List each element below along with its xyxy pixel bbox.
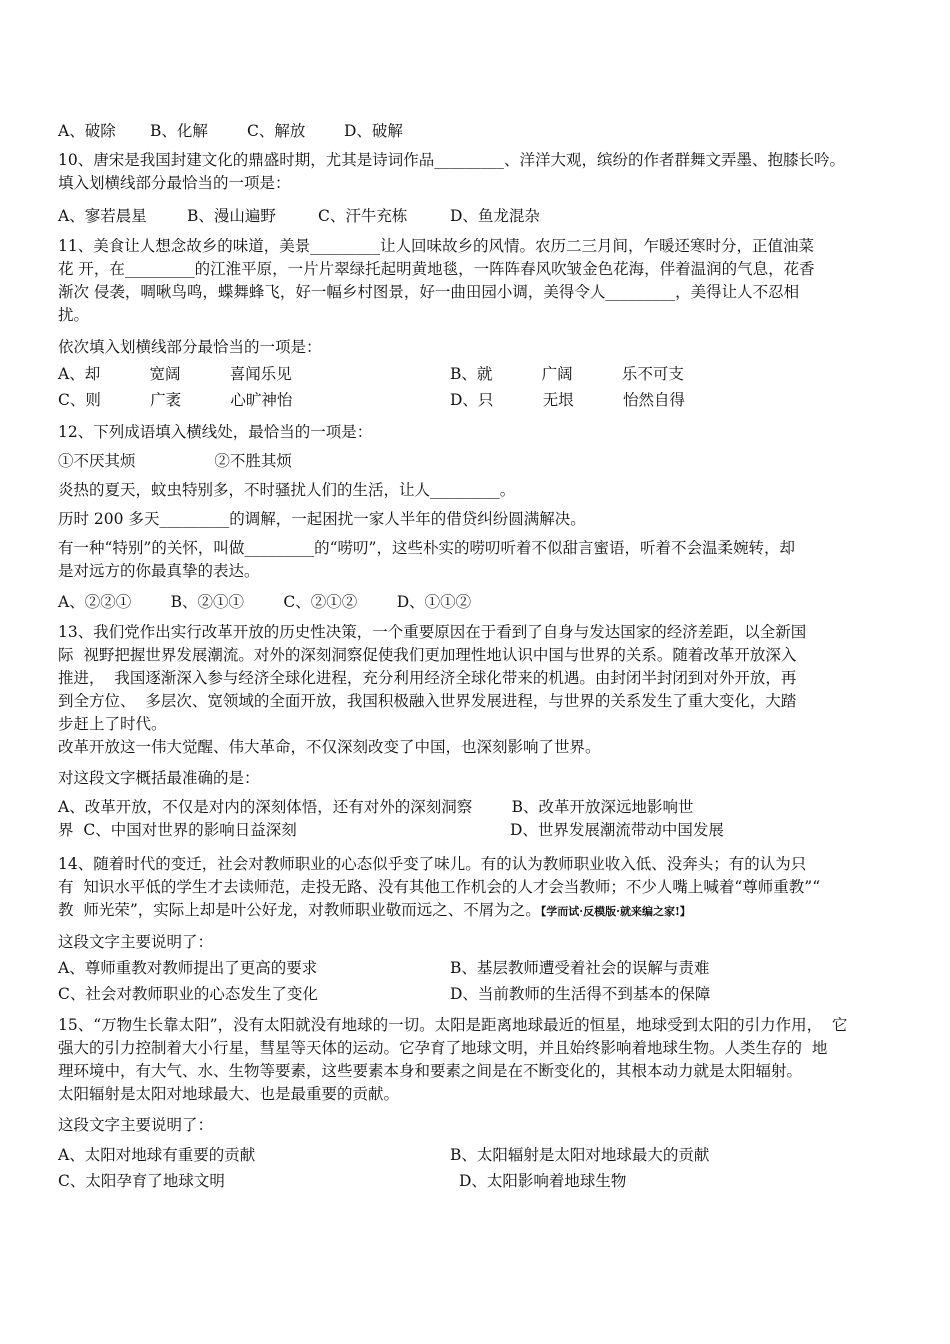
q15-option-b: B、太阳辐射是太阳对地球最大的贡献 [450, 1146, 710, 1164]
q9-option-b: B、化解 [150, 122, 208, 140]
q9-option-d: D、破解 [344, 122, 403, 140]
q10-stem-line1: 10、唐宋是我国封建文化的鼎盛时期，尤其是诗词作品_________、洋洋大观，缤纷的作者群舞文弄墨、抱膝长吟。 [58, 151, 845, 169]
q13-option-d: D、世界发展潮流带动中国发展 [510, 821, 724, 839]
q11-option-b: B、就 广阔 乐不可支 [450, 365, 684, 383]
q13-stem-line4: 到全方位、 多层次、宽领域的全面开放，我国积极融入世界发展进程，与世界的关系发生了重大变化，大踏 [58, 692, 797, 710]
q15-stem-line3: 理环境中，有大气、水、生物等要素，这些要素本身和要素之间是在不断变化的，其根本动力就是太阳辐射。 [58, 1062, 803, 1080]
q11-stem-line1: 11、美食让人想念故乡的味道，美景_________让人回味故乡的风情。农历二三月间，乍暖还寒时分，正值油菜 [58, 237, 814, 255]
q12-sentence-3a: 有一种“特别”的关怀，叫做_________的“唠叨”，这些朴实的唠叨听着不似甜言蜜语，听着不会温柔婉转，却 [58, 539, 795, 557]
q14-option-d: D、当前教师的生活得不到基本的保障 [450, 985, 711, 1003]
q15-option-a: A、太阳对地球有重要的贡献 [58, 1146, 256, 1164]
q14-watermark: 【学而试·反模版·就来编之家!】 [540, 905, 691, 918]
q12-options: A、②②① B、②①① C、②①② D、①①② [58, 593, 472, 611]
q14-option-c: C、社会对教师职业的心态发生了变化 [58, 985, 318, 1003]
q12-sentence-2: 历时 200 多天_________的调解，一起困扰一家人半年的借贷纠纷圆满解决。 [58, 510, 586, 528]
q15-option-d: D、太阳影响着地球生物 [459, 1172, 627, 1190]
q10-option-d: D、鱼龙混杂 [450, 207, 540, 225]
q12-stem: 12、下列成语填入横线处，最恰当的一项是： [58, 423, 373, 441]
q11-option-a: A、却 宽阔 喜闻乐见 [58, 365, 292, 383]
q14-stem-line3 [58, 900, 691, 922]
q13-stem-line1: 13、我们党作出实行改革开放的历史性决策，一个重要原因在于看到了自身与发达国家的经济差距，以全新国 [58, 623, 807, 641]
q11-stem-line2: 花 开，在_________的江淮平原，一片片翠绿托起明黄地毯，一阵阵春风吹皱金色花海，伴着温润的气息，花香 [58, 260, 815, 278]
q9-option-a: A、破除 [58, 122, 116, 140]
q15-stem-line2: 强大的引力控制着大小行星，彗星等天体的运动。它孕育了地球文明，并且始终影响着地球生物。人类生存的 地 [58, 1039, 828, 1057]
q14-option-a: A、尊师重教对教师提出了更高的要求 [58, 959, 318, 977]
q13-stem-line6: 改革开放这一伟大觉醒、伟大革命，不仅深刻改变了中国，也深刻影响了世界。 [58, 738, 601, 756]
q14-option-b: B、基层教师遭受着社会的误解与责难 [450, 959, 710, 977]
q11-option-d: D、只 无垠 怡然自得 [450, 391, 685, 409]
q13-options-line1: A、改革开放，不仅是对内的深刻体悟，还有对外的深刻洞察 B、改革开放深远地影响世 [58, 798, 694, 816]
q11-stem-line4: 扰。 [58, 306, 90, 324]
q9-option-c: C、解放 [247, 122, 306, 140]
q14-prompt: 这段文字主要说明了： [58, 933, 214, 951]
q15-stem-line1: 15、“万物生长靠太阳”，没有太阳就没有地球的一切。太阳是距离地球最近的恒星，地球受到太阳的引力作用， 它 [58, 1016, 848, 1034]
q15-option-c: C、太阳孕育了地球文明 [58, 1172, 225, 1190]
q11-stem-line3: 渐次 侵袭，啁啾鸟鸣，蝶舞蜂飞，好一幅乡村图景，好一曲田园小调，美得令人_________，美得让人不忍相 [58, 283, 800, 301]
q10-option-b: B、漫山遍野 [187, 207, 276, 225]
q12-choices: ①不厌其烦 ②不胜其烦 [58, 452, 292, 470]
q13-stem-line5: 步赶上了时代。 [58, 715, 167, 733]
q13-prompt: 对这段文字概括最准确的是： [58, 769, 260, 787]
q14-stem-line2: 有 知识水平低的学生才去读师范，走投无路、没有其他工作机会的人才会当教师；不少人嘴上喊着“尊师重教”“ [58, 878, 821, 896]
q11-option-c: C、则 广袤 心旷神怡 [58, 391, 293, 409]
q10-option-a: A、寥若晨星 [58, 207, 147, 225]
q12-sentence-3b: 是对远方的你最真挚的表达。 [58, 562, 260, 580]
q10-stem-line2: 填入划横线部分最恰当的一项是： [58, 174, 291, 192]
q13-stem-line2: 际 视野把握世界发展潮流。对外的深刻洞察促使我们更加理性地认识中国与世界的关系。随着改革开放深入 [58, 646, 797, 664]
q13-stem-line3: 推进， 我国逐渐深入参与经济全球化进程，充分利用经济全球化带来的机遇。由封闭半封闭到对外开放，再 [58, 669, 797, 687]
q12-sentence-1: 炎热的夏天，蚊虫特别多，不时骚扰人们的生活，让人_________。 [58, 481, 516, 499]
q10-option-c: C、汗牛充栋 [318, 207, 408, 225]
q13-options-line2: 界 C、中国对世界的影响日益深刻 [58, 821, 297, 839]
q15-prompt: 这段文字主要说明了： [58, 1116, 214, 1134]
q14-stem-line3-text: 教 师光荣”，实际上却是叶公好龙，对教师职业敬而远之、不屑为之。 [58, 901, 541, 919]
q11-prompt: 依次填入划横线部分最恰当的一项是： [58, 338, 322, 356]
q15-stem-line4: 太阳辐射是太阳对地球最大、也是最重要的贡献。 [58, 1085, 400, 1103]
q14-stem-line1: 14、随着时代的变迁，社会对教师职业的心态似乎变了味儿。有的认为教师职业收入低、没奔头；有的认为只 [58, 855, 807, 873]
